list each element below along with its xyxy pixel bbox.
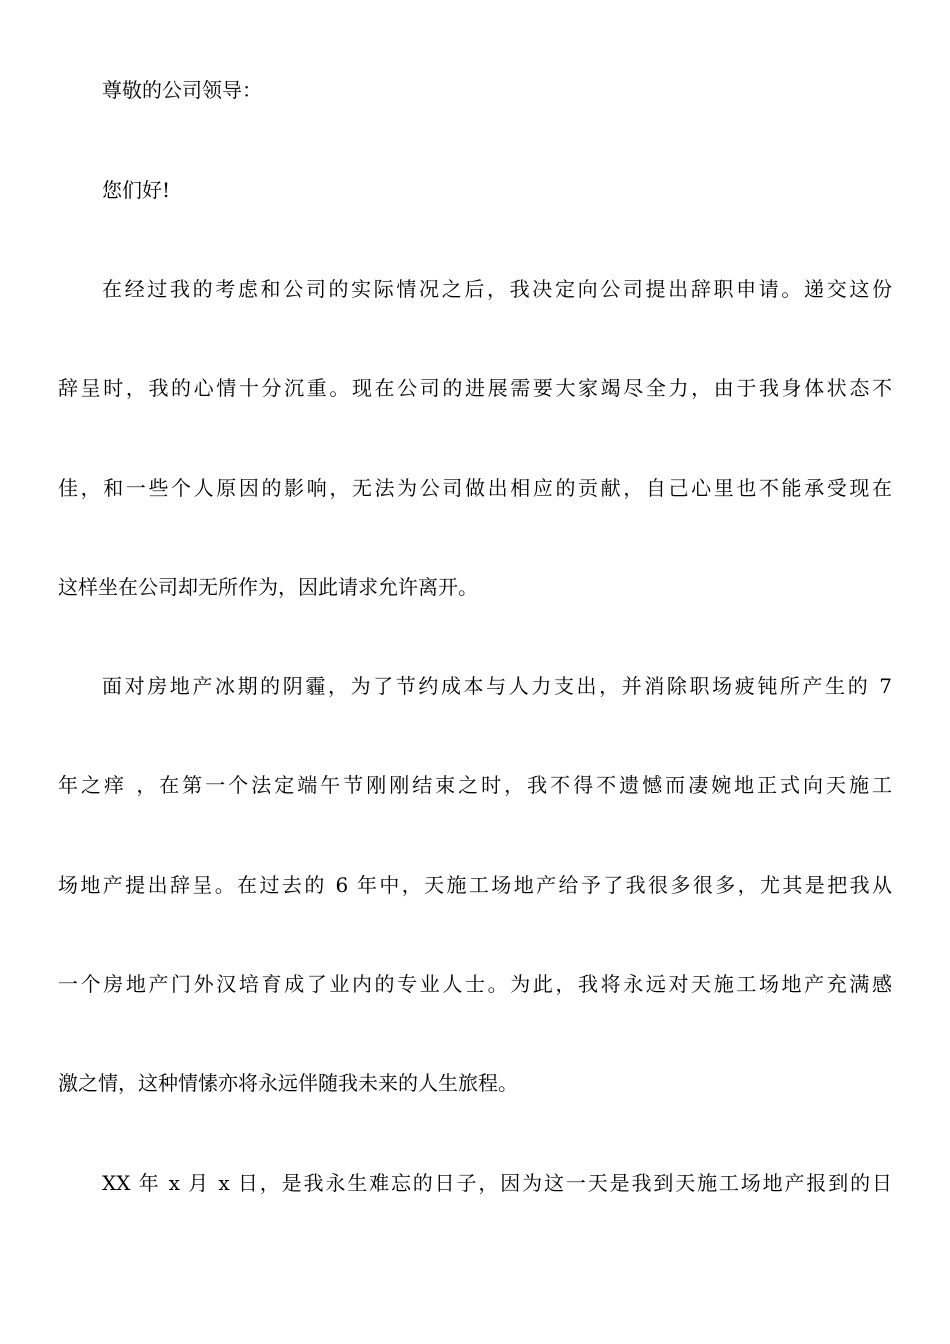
paragraph-2-line-2: 年之痒 ，在第一个法定端午节刚刚结束之时，我不得不遗憾而凄婉地正式向天施工 bbox=[58, 773, 892, 797]
paragraph-3-line-1: XX 年 x 月 x 日，是我永生难忘的日子，因为这一天是我到天施工场地产报到的日 bbox=[102, 1171, 892, 1195]
paragraph-1-line-2: 辞呈时，我的心情十分沉重。现在公司的进展需要大家竭尽全力，由于我身体状态不 bbox=[58, 376, 892, 400]
greeting: 您们好! bbox=[102, 178, 171, 202]
paragraph-1-line-3: 佳，和一些个人原因的影响，无法为公司做出相应的贡献，自己心里也不能承受现在 bbox=[58, 476, 892, 500]
paragraph-2-line-3: 场地产提出辞呈。在过去的 6 年中，天施工场地产给予了我很多很多，尤其是把我从 bbox=[58, 873, 892, 897]
paragraph-1-line-1: 在经过我的考虑和公司的实际情况之后，我决定向公司提出辞职申请。递交这份 bbox=[102, 277, 892, 301]
paragraph-1-line-4: 这样坐在公司却无所作为，因此请求允许离开。 bbox=[58, 575, 478, 599]
paragraph-2-line-5: 激之情，这种情愫亦将永远伴随我未来的人生旅程。 bbox=[58, 1071, 518, 1095]
paragraph-2-line-4: 一个房地产门外汉培育成了业内的专业人士。为此，我将永远对天施工场地产充满感 bbox=[58, 972, 892, 996]
paragraph-2-line-1: 面对房地产冰期的阴霾，为了节约成本与人力支出，并消除职场疲钝所产生的 7 bbox=[102, 674, 892, 698]
salutation: 尊敬的公司领导： bbox=[102, 78, 262, 102]
